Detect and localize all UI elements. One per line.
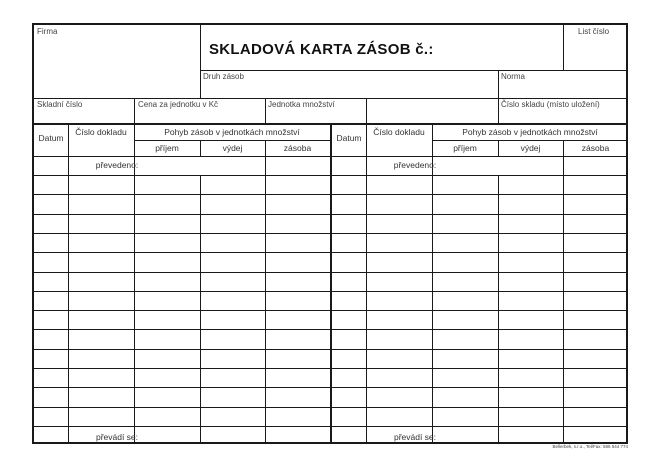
stock-card-form xyxy=(32,23,628,444)
divider xyxy=(134,98,135,123)
cislo-dokladu-header: Číslo dokladu xyxy=(75,127,127,137)
cislo-dokladu-header: Číslo dokladu xyxy=(373,127,425,137)
row-divider xyxy=(34,175,330,176)
divider xyxy=(200,25,201,98)
table-row xyxy=(34,387,330,388)
table-row xyxy=(34,272,330,273)
prijem-header: příjem xyxy=(453,143,477,153)
table-row xyxy=(34,407,330,408)
table-row xyxy=(34,368,330,369)
col-divider xyxy=(68,123,69,444)
vydej-header: výdej xyxy=(520,143,541,153)
table-row xyxy=(332,310,628,311)
row-divider xyxy=(332,175,628,176)
center-divider xyxy=(330,123,332,444)
divider xyxy=(366,98,367,123)
cislo-skladu-label: Číslo skladu (místo uložení) xyxy=(501,100,600,109)
divider xyxy=(34,98,628,99)
table-row xyxy=(34,329,330,330)
divider xyxy=(563,25,564,70)
norma-label: Norma xyxy=(501,72,526,81)
table-row xyxy=(34,291,330,292)
table-row xyxy=(332,426,628,427)
table-row xyxy=(332,252,628,253)
table-row xyxy=(332,349,628,350)
divider xyxy=(498,70,499,98)
prevedeno-label: převedeno: xyxy=(393,160,437,170)
col-divider xyxy=(432,123,433,444)
zasoba-header: zásoba xyxy=(283,143,312,153)
table-row xyxy=(34,426,330,427)
table-row xyxy=(332,407,628,408)
divider xyxy=(200,70,628,71)
divider xyxy=(498,98,499,123)
firma-label: Firma xyxy=(37,27,58,36)
table-row xyxy=(34,349,330,350)
jednotka-label: Jednotka množství xyxy=(268,100,335,109)
footer-imprint: Bellerbek, s.r.o., Tel/Fax: 585 544 774 xyxy=(552,444,628,449)
col-divider xyxy=(134,123,135,444)
datum-header: Datum xyxy=(336,133,362,143)
table-row xyxy=(332,194,628,195)
table-row xyxy=(332,291,628,292)
zasoba-header: zásoba xyxy=(581,143,610,153)
row-divider xyxy=(134,140,330,141)
col-divider xyxy=(265,140,266,444)
table-row xyxy=(332,329,628,330)
datum-header: Datum xyxy=(38,133,64,143)
prijem-header: příjem xyxy=(155,143,179,153)
row-divider xyxy=(332,156,628,157)
table-row xyxy=(332,387,628,388)
divider xyxy=(265,98,266,123)
cena-label: Cena za jednotku v Kč xyxy=(138,100,219,109)
prevadi-se-label: převádí se: xyxy=(393,431,437,442)
table-row xyxy=(34,310,330,311)
row-divider xyxy=(432,140,628,141)
pohyb-header: Pohyb zásob v jednotkách množství xyxy=(462,127,598,137)
col-divider xyxy=(366,123,367,444)
pohyb-header: Pohyb zásob v jednotkách množství xyxy=(164,127,300,137)
table-row xyxy=(332,233,628,234)
list-cislo-label: List číslo xyxy=(578,27,610,36)
skladni-cislo-label: Skladní číslo xyxy=(37,100,83,109)
table-row xyxy=(332,368,628,369)
table-row xyxy=(34,233,330,234)
table-row xyxy=(34,214,330,215)
prevadi-se-label: převádí se: xyxy=(95,431,139,442)
form-title: SKLADOVÁ KARTA ZÁSOB č.: xyxy=(209,41,434,58)
druh-zasob-label: Druh zásob xyxy=(203,72,244,81)
table-row xyxy=(34,194,330,195)
table-row xyxy=(332,214,628,215)
row-divider xyxy=(34,156,330,157)
table-row xyxy=(34,252,330,253)
table-row xyxy=(332,272,628,273)
vydej-header: výdej xyxy=(222,143,243,153)
col-divider xyxy=(563,140,564,444)
prevedeno-label: převedeno: xyxy=(95,160,139,170)
